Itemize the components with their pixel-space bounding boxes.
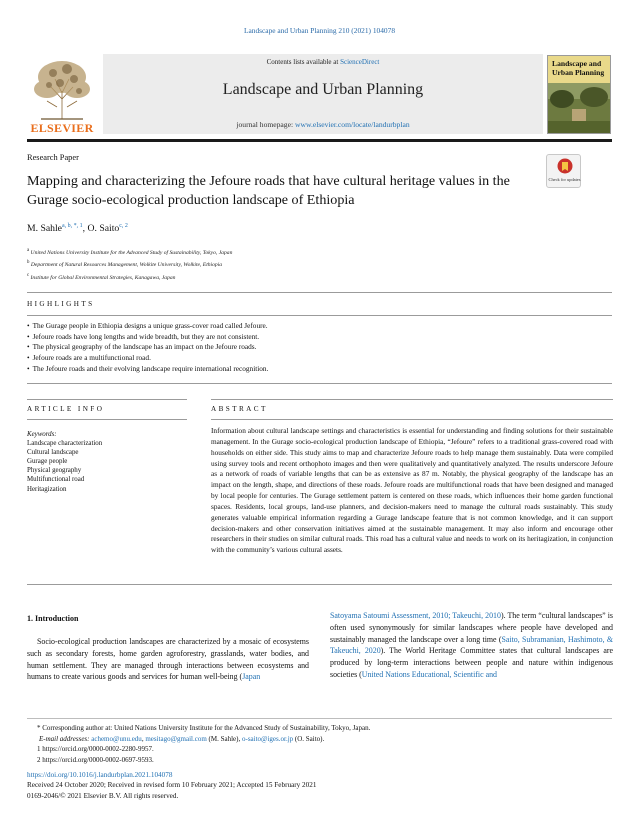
affiliation-item bbox=[27, 246, 232, 258]
publication-info bbox=[27, 770, 612, 801]
homepage-prefix: journal homepage: bbox=[236, 120, 295, 129]
email-link[interactable]: mesitago@gmail.com bbox=[145, 734, 207, 743]
received-dates: Received 24 October 2020; Received in revised form 10 February 2021; Accepted 15 February 2021 bbox=[27, 781, 317, 790]
contents-prefix: Contents lists available at bbox=[266, 58, 341, 66]
divider bbox=[27, 419, 187, 420]
affiliation-text: Department of Natural Resources Management, Wolkite University, Wolkite, Ethiopia bbox=[30, 262, 223, 269]
cover-photo-image bbox=[548, 83, 610, 133]
citation-link[interactable]: Satoyama Satoumi Assessment, 2010; Takeuchi, 2010 bbox=[330, 611, 501, 620]
affiliation-mark: a bbox=[27, 248, 30, 253]
author-marks: a, b, *, 1 bbox=[61, 223, 83, 229]
intro-text: Socio-ecological production landscapes are characterized by a mosaic of ecosystems such as secondary forests, home garden agroforestry, grasslands, water bodies, and human settlement. They are managed through interactions between ecosystems and humans to create various goods and services for human well-being ( bbox=[27, 637, 309, 682]
homepage-link[interactable]: www.elsevier.com/locate/landurbplan bbox=[294, 120, 410, 129]
contents-line bbox=[103, 58, 543, 66]
sciencedirect-link[interactable]: ScienceDirect bbox=[340, 58, 380, 66]
divider bbox=[211, 399, 613, 400]
email-separator: , bbox=[141, 734, 146, 743]
check-for-updates-label: Check for updates bbox=[548, 177, 581, 182]
keyword-item: Physical geography bbox=[27, 467, 82, 475]
email-line bbox=[27, 734, 612, 745]
article-info-heading: ARTICLE INFO bbox=[27, 405, 105, 413]
highlight-item: • Jefoure roads have long lengths and wide breadth, but they are not consistent. bbox=[27, 332, 612, 343]
email-link[interactable]: achemo@unu.edu bbox=[91, 734, 142, 743]
highlight-item: • Jefoure roads are a multifunctional road. bbox=[27, 353, 612, 364]
affiliation-text: United Nations University Institute for the Advanced Study of Sustainability, Tokyo, Japan bbox=[30, 249, 233, 256]
article-type: Research Paper bbox=[27, 153, 79, 162]
citation-link[interactable]: United Nations Educational, Scientific and bbox=[361, 669, 497, 679]
divider bbox=[27, 584, 612, 585]
keyword-item: Gurage people bbox=[27, 458, 68, 466]
author-name[interactable]: O. Saito bbox=[87, 223, 120, 235]
highlight-item: • The physical geography of the landscape has an impact on the Jefoure roads. bbox=[27, 342, 612, 353]
check-for-updates-button[interactable] bbox=[546, 154, 581, 188]
copyright: 0169-2046/© 2021 Elsevier B.V. All rights reserved. bbox=[27, 791, 179, 800]
highlights-list bbox=[27, 321, 612, 375]
highlight-item: • The Jefoure roads and their evolving landscape require international recognition. bbox=[27, 364, 612, 375]
citation-link[interactable]: Japan bbox=[242, 672, 261, 682]
author-separator: , bbox=[82, 223, 88, 235]
affiliations bbox=[27, 246, 232, 283]
divider bbox=[27, 383, 612, 384]
footnotes bbox=[27, 723, 612, 765]
section-heading-introduction: 1. Introduction bbox=[27, 614, 79, 623]
highlights-heading: HIGHLIGHTS bbox=[27, 300, 95, 308]
keyword-item: Multifunctional road bbox=[27, 476, 85, 484]
orcid-note: 2 https://orcid.org/0000-0002-0697-9593. bbox=[37, 755, 154, 764]
cover-title: Landscape and Urban Planning bbox=[552, 59, 605, 77]
author-list bbox=[27, 223, 128, 234]
doi-link[interactable]: https://doi.org/10.1016/j.landurbplan.2021.104078 bbox=[27, 771, 173, 779]
intro-column-right bbox=[330, 610, 613, 681]
intro-text: ). The term “cultural landscapes” is often used synonymously for similar landscapes where people have developed and sustainably managed the landscape over a long time ( bbox=[330, 611, 613, 644]
keyword-item: Cultural landscape bbox=[27, 449, 79, 457]
keywords-block bbox=[27, 430, 187, 494]
citation-link[interactable]: Saito, Subramanian, Hashimoto, & Takeuchi, 2020 bbox=[330, 634, 613, 656]
affiliation-item bbox=[27, 271, 232, 283]
affiliation-text: Institute for Global Environmental Strategies, Kanagawa, Japan bbox=[30, 274, 176, 281]
email-owner: (M. Sahle), bbox=[206, 734, 242, 743]
publisher-name: ELSEVIER bbox=[30, 121, 94, 135]
corresponding-author-note: * Corresponding author at: United Nations University Institute for the Advanced Study of Sustainability, Tokyo, Japan. bbox=[37, 724, 371, 732]
journal-citation: Landscape and Urban Planning 210 (2021) 104078 bbox=[243, 26, 396, 35]
email-link[interactable]: o-saito@iges.or.jp bbox=[241, 734, 294, 743]
intro-column-left bbox=[27, 636, 309, 683]
orcid-note: 1 https://orcid.org/0000-0002-2280-9957. bbox=[37, 745, 154, 754]
divider bbox=[211, 419, 613, 420]
journal-name: Landscape and Urban Planning bbox=[222, 81, 424, 98]
author-name[interactable]: M. Sahle bbox=[27, 223, 62, 235]
email-label: E-mail addresses: bbox=[39, 734, 92, 743]
email-owner: (O. Saito). bbox=[293, 734, 325, 743]
bookmark-icon bbox=[557, 158, 573, 176]
author-marks: c, 2 bbox=[119, 223, 128, 229]
intro-text: ). The World Heritage Committee states that cultural landscapes are produced by long-term interactions between people and nature within indigenous societies ( bbox=[330, 646, 613, 679]
journal-header bbox=[27, 42, 612, 136]
abstract-text: Information about cultural landscape settings and characteristics is essential for understanding and finding solutions for their sustainable management. In the Gurage socio-ecological production landscape of Ethiopia, “Jefoure” refers to a traditional grass-covered road with households on either side. This study aims to map and characterize Jefoure roads to help manage them sustainably. Data were compiled using survey tools and recent orthophoto images and then were qualitatively and quantitatively analyzed. The results underscore Jefoure as a network of roads of variable lengths that can be as extensive as 87 m. Notably, the physical geography of the landscape has an impact on the length, shape, and directions of these roads. Jefoure roads are multifunctional roads that have been designed and managed by local people for centuries. The Gurage settlement pattern is centered on these roads, which influences their home garden functional spaces. Residents, local groups, land-use planners, and decision-makers need to manage the cultural roads sustainably. This study generates valuable empirical information regarding a Gurage landscape feature that is not common knowledge, and it can support decision-makers and other conservation initiatives aimed at the sustainable management. It may also inform and encourage other researchers in their studies on similar cultural roads. This road has a cultural value and needs to work on its heritagization, in conjunction with the community’s various cultural assets. bbox=[211, 426, 613, 555]
affiliation-mark: c bbox=[27, 272, 30, 278]
article-title: Mapping and characterizing the Jefoure roads that have cultural heritage values in the Gurage socio-ecological production landscape of Ethiopia bbox=[27, 173, 510, 208]
abstract-heading: ABSTRACT bbox=[211, 405, 268, 413]
keyword-item: Landscape characterization bbox=[27, 440, 103, 448]
affiliation-item bbox=[27, 258, 232, 270]
journal-cover-thumbnail bbox=[547, 55, 611, 134]
journal-banner bbox=[103, 54, 543, 134]
homepage-line bbox=[103, 120, 543, 129]
keywords-label: Keywords: bbox=[27, 431, 57, 438]
highlight-item: • The Gurage people in Ethiopia designs a unique grass-cover road called Jefoure. bbox=[27, 321, 612, 332]
divider bbox=[27, 315, 612, 316]
footnote-divider bbox=[27, 718, 612, 719]
header-divider bbox=[27, 139, 612, 142]
affiliation-mark: b bbox=[27, 260, 30, 266]
divider bbox=[27, 292, 612, 293]
keyword-item: Heritagization bbox=[27, 485, 67, 493]
divider bbox=[27, 399, 187, 400]
